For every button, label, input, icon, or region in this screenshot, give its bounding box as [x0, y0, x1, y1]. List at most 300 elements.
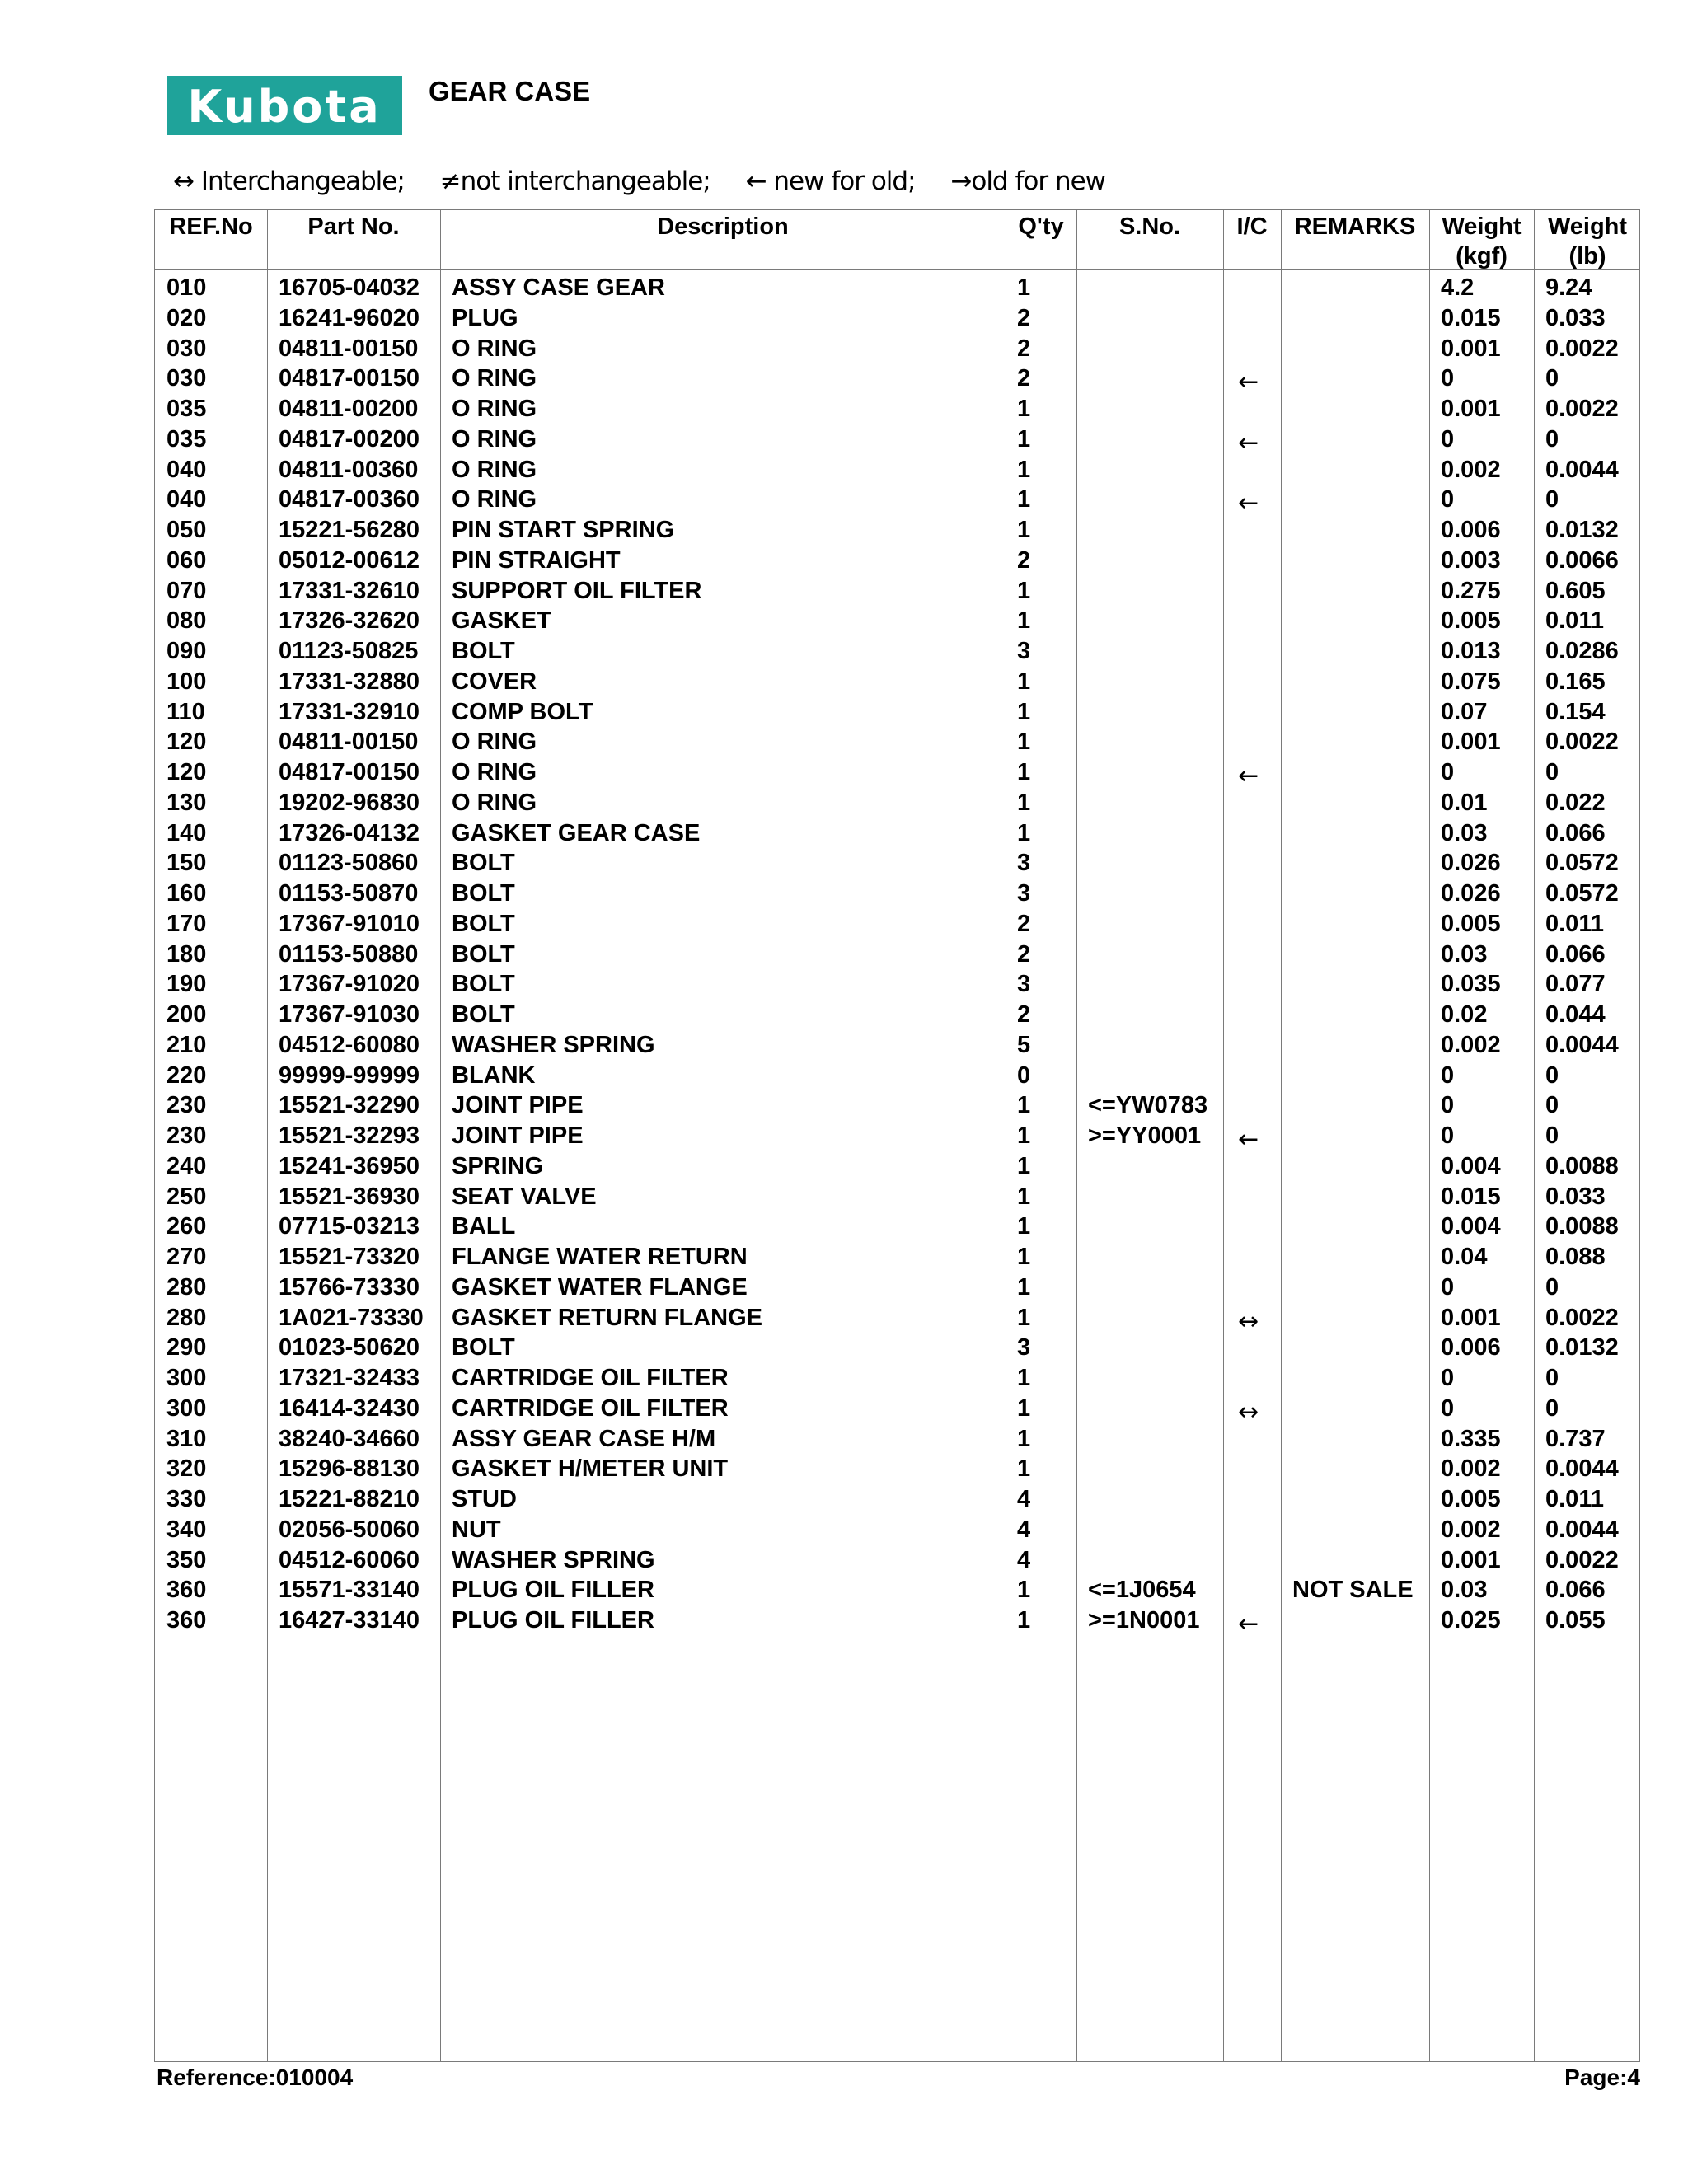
cell-ref-no: 110 — [166, 698, 205, 725]
cell-weight-kgf: 0.03 — [1441, 819, 1488, 846]
cell-weight-kgf: 0.001 — [1441, 1546, 1501, 1573]
cell-part-no: 17326-04132 — [279, 819, 420, 846]
cell-description: PIN STRAIGHT — [452, 546, 621, 574]
cell-weight-kgf: 0 — [1441, 486, 1455, 513]
cell-weight-kgf: 0.03 — [1441, 940, 1488, 968]
cell-ic: ← — [1238, 1125, 1259, 1154]
cell-weight-lb: 0.0022 — [1545, 729, 1619, 756]
cell-weight-lb: 0.0044 — [1545, 456, 1619, 483]
cell-description: STUD — [452, 1486, 517, 1512]
header-ic: I/C — [1236, 213, 1268, 240]
cell-qty: 4 — [1017, 1546, 1031, 1573]
cell-part-no: 19202-96830 — [279, 789, 420, 816]
header-part-no: Part No. — [307, 213, 400, 240]
footer-reference: Reference:010004 — [157, 2064, 354, 2090]
cell-ref-no: 120 — [166, 729, 207, 756]
cell-weight-kgf: 0.001 — [1441, 1304, 1501, 1331]
cell-qty: 1 — [1017, 1455, 1031, 1483]
cell-description: PLUG — [452, 304, 518, 331]
cell-weight-lb: 0 — [1545, 365, 1559, 392]
cell-ref-no: 180 — [166, 940, 207, 968]
table-row — [155, 455, 1639, 485]
cell-weight-lb: 0.0066 — [1545, 546, 1619, 574]
cell-qty: 1 — [1017, 274, 1031, 301]
table-row — [155, 1272, 1639, 1303]
cell-description: GASKET — [452, 607, 551, 635]
cell-part-no: 17367-91020 — [279, 971, 420, 998]
cell-ref-no: 160 — [166, 880, 207, 907]
cell-weight-lb: 0.044 — [1545, 1001, 1606, 1028]
cell-weight-kgf: 0.02 — [1441, 1001, 1488, 1028]
cell-weight-lb: 0.011 — [1545, 607, 1604, 635]
cell-description: WASHER SPRING — [452, 1546, 655, 1573]
cell-part-no: 15766-73330 — [279, 1273, 420, 1301]
cell-qty: 1 — [1017, 1425, 1031, 1452]
cell-weight-lb: 0.011 — [1545, 1486, 1604, 1512]
cell-description: BLANK — [452, 1062, 536, 1089]
cell-description: JOINT PIPE — [452, 1092, 584, 1119]
cell-description: CARTRIDGE OIL FILTER — [452, 1365, 729, 1391]
cell-weight-kgf: 0.002 — [1441, 1516, 1501, 1543]
cell-weight-kgf: 0.015 — [1441, 1183, 1501, 1210]
cell-description: SPRING — [452, 1152, 544, 1179]
cell-weight-kgf: 0.006 — [1441, 517, 1501, 543]
cell-qty: 1 — [1017, 1244, 1031, 1270]
cell-weight-lb: 0 — [1545, 1122, 1559, 1149]
table-row — [155, 1121, 1639, 1154]
cell-ref-no: 360 — [166, 1607, 207, 1633]
cell-weight-kgf: 0.005 — [1441, 1486, 1501, 1512]
cell-weight-kgf: 0 — [1441, 1092, 1455, 1119]
cell-weight-lb: 0.033 — [1545, 304, 1606, 331]
cell-ref-no: 040 — [166, 486, 207, 513]
cell-ref-no: 200 — [166, 1001, 207, 1028]
cell-ref-no: 090 — [166, 638, 207, 664]
legend-interchangeable: ↔ Interchangeable; — [173, 166, 405, 196]
table-row — [155, 757, 1639, 788]
cell-description: WASHER SPRING — [452, 1031, 655, 1058]
cell-weight-kgf: 0.01 — [1441, 789, 1488, 816]
cell-ref-no: 030 — [166, 365, 207, 392]
cell-ref-no: 240 — [166, 1152, 207, 1179]
cell-description: COVER — [452, 668, 537, 695]
cell-description: BOLT — [452, 1334, 515, 1361]
cell-part-no: 15521-73320 — [279, 1244, 420, 1270]
cell-description: ASSY GEAR CASE H/M — [452, 1425, 716, 1452]
cell-part-no: 04817-00360 — [279, 486, 420, 513]
cell-qty: 2 — [1017, 1001, 1031, 1028]
cell-part-no: 05012-00612 — [279, 546, 420, 574]
legend-old-for-new: →old for new — [950, 166, 1106, 196]
cell-weight-kgf: 0.005 — [1441, 607, 1501, 635]
cell-part-no: 01123-50825 — [279, 638, 419, 664]
cell-ref-no: 035 — [166, 396, 207, 422]
cell-weight-kgf: 0.026 — [1441, 880, 1501, 907]
cell-part-no: 01123-50860 — [279, 850, 419, 877]
cell-ref-no: 150 — [166, 850, 207, 877]
table-row — [155, 1424, 1639, 1455]
cell-qty: 1 — [1017, 759, 1031, 785]
cell-description: GASKET RETURN FLANGE — [452, 1304, 762, 1331]
cell-weight-lb: 0.066 — [1545, 1577, 1606, 1604]
table-row — [155, 818, 1639, 849]
cell-part-no: 15221-88210 — [279, 1486, 420, 1512]
cell-weight-lb: 9.24 — [1545, 274, 1592, 301]
cell-qty: 1 — [1017, 1092, 1031, 1119]
cell-ic: ↔ — [1238, 1397, 1259, 1427]
cell-ref-no: 310 — [166, 1425, 207, 1452]
table-row — [155, 1484, 1639, 1515]
cell-weight-kgf: 0 — [1441, 1122, 1455, 1149]
table-row — [155, 1575, 1639, 1605]
cell-ref-no: 020 — [166, 304, 207, 331]
cell-qty: 1 — [1017, 1577, 1031, 1604]
cell-ic: ← — [1238, 489, 1259, 518]
cell-weight-lb: 0 — [1545, 1394, 1559, 1422]
table-row — [155, 697, 1639, 728]
table-row — [155, 606, 1639, 636]
cell-weight-lb: 0.066 — [1545, 819, 1606, 846]
cell-qty: 1 — [1017, 517, 1031, 543]
cell-description: BOLT — [452, 1001, 515, 1028]
cell-ref-no: 220 — [166, 1062, 207, 1089]
cell-weight-lb: 0 — [1545, 1365, 1559, 1391]
cell-serial-no: <=YW0783 — [1088, 1092, 1208, 1119]
cell-qty: 1 — [1017, 425, 1031, 452]
cell-part-no: 15521-32293 — [279, 1122, 420, 1149]
cell-qty: 3 — [1017, 971, 1031, 998]
cell-qty: 3 — [1017, 638, 1031, 664]
table-row — [155, 1030, 1639, 1061]
cell-weight-lb: 0.737 — [1545, 1425, 1606, 1452]
table-row — [155, 848, 1639, 879]
cell-part-no: 16427-33140 — [279, 1607, 420, 1633]
cell-part-no: 15296-88130 — [279, 1455, 420, 1483]
cell-weight-kgf: 0.001 — [1441, 729, 1501, 756]
cell-ref-no: 230 — [166, 1122, 207, 1149]
cell-weight-kgf: 0.035 — [1441, 971, 1501, 998]
cell-ref-no: 140 — [166, 819, 207, 846]
cell-ref-no: 120 — [166, 759, 207, 785]
cell-qty: 1 — [1017, 1152, 1031, 1179]
cell-weight-lb: 0.011 — [1545, 910, 1604, 937]
cell-weight-kgf: 0 — [1441, 1394, 1455, 1422]
cell-weight-kgf: 4.2 — [1441, 274, 1475, 301]
cell-qty: 1 — [1017, 668, 1031, 695]
cell-ic: ↔ — [1238, 1306, 1259, 1336]
table-row — [155, 1182, 1639, 1212]
cell-qty: 1 — [1017, 1183, 1031, 1210]
cell-weight-lb: 0 — [1545, 1273, 1559, 1301]
cell-weight-kgf: 0.075 — [1441, 668, 1501, 695]
cell-ref-no: 360 — [166, 1577, 207, 1604]
interchangeability-legend — [173, 166, 1133, 196]
cell-description: O RING — [452, 759, 537, 785]
cell-weight-kgf: 0.335 — [1441, 1425, 1501, 1452]
footer-page-number: Page:4 — [1564, 2064, 1640, 2090]
cell-description: O RING — [452, 456, 537, 483]
cell-serial-no: >=1N0001 — [1088, 1607, 1200, 1633]
cell-qty: 1 — [1017, 607, 1031, 635]
cell-description: CARTRIDGE OIL FILTER — [452, 1394, 729, 1422]
cell-part-no: 01023-50620 — [279, 1334, 420, 1361]
cell-qty: 1 — [1017, 396, 1031, 422]
cell-part-no: 04512-60080 — [279, 1031, 420, 1058]
cell-part-no: 01153-50870 — [279, 880, 419, 907]
cell-weight-kgf: 0.002 — [1441, 456, 1501, 483]
cell-part-no: 17367-91030 — [279, 1001, 420, 1028]
cell-weight-lb: 0.0044 — [1545, 1455, 1619, 1483]
header-serial-no: S.No. — [1118, 213, 1181, 240]
cell-part-no: 16241-96020 — [279, 304, 420, 331]
cell-ic: ← — [1238, 762, 1259, 790]
cell-weight-kgf: 0.275 — [1441, 577, 1501, 604]
table-row — [155, 1061, 1639, 1091]
table-row — [155, 1151, 1639, 1182]
cell-part-no: 15521-32290 — [279, 1092, 420, 1119]
cell-ref-no: 290 — [166, 1334, 207, 1361]
cell-qty: 4 — [1017, 1486, 1031, 1512]
cell-qty: 1 — [1017, 698, 1031, 725]
cell-part-no: 04817-00200 — [279, 425, 420, 452]
cell-weight-kgf: 0.04 — [1441, 1244, 1488, 1270]
cell-description: BOLT — [452, 850, 515, 877]
cell-weight-kgf: 0.015 — [1441, 304, 1501, 331]
cell-description: GASKET WATER FLANGE — [452, 1273, 748, 1301]
cell-description: PLUG OIL FILLER — [452, 1607, 654, 1633]
cell-description: PIN START SPRING — [452, 517, 675, 543]
cell-serial-no: <=1J0654 — [1088, 1577, 1196, 1604]
cell-ref-no: 340 — [166, 1516, 207, 1543]
table-row — [155, 515, 1639, 546]
cell-description: BALL — [452, 1213, 516, 1240]
cell-weight-lb: 0.0132 — [1545, 1334, 1619, 1361]
table-row — [155, 1394, 1639, 1427]
cell-qty: 2 — [1017, 940, 1031, 968]
cell-weight-kgf: 0.004 — [1441, 1152, 1501, 1179]
cell-description: O RING — [452, 729, 537, 756]
table-row — [155, 1515, 1639, 1545]
cell-qty: 1 — [1017, 577, 1031, 604]
cell-description: BOLT — [452, 971, 515, 998]
cell-weight-kgf: 0.002 — [1441, 1455, 1501, 1483]
cell-ref-no: 070 — [166, 577, 207, 604]
cell-ref-no: 300 — [166, 1394, 207, 1422]
cell-qty: 1 — [1017, 1304, 1031, 1331]
cell-ref-no: 300 — [166, 1365, 207, 1391]
cell-weight-lb: 0.066 — [1545, 940, 1606, 968]
cell-ref-no: 230 — [166, 1092, 207, 1119]
cell-part-no: 01153-50880 — [279, 940, 419, 968]
cell-ref-no: 270 — [166, 1244, 207, 1270]
cell-weight-lb: 0.077 — [1545, 971, 1606, 998]
cell-weight-kgf: 0.005 — [1441, 910, 1501, 937]
cell-qty: 5 — [1017, 1031, 1031, 1058]
cell-description: COMP BOLT — [452, 698, 593, 725]
cell-qty: 3 — [1017, 850, 1031, 877]
cell-qty: 1 — [1017, 486, 1031, 513]
cell-weight-kgf: 0.003 — [1441, 546, 1501, 574]
cell-weight-lb: 0 — [1545, 759, 1559, 785]
cell-serial-no: >=YY0001 — [1088, 1122, 1202, 1149]
table-row — [155, 1605, 1639, 1636]
cell-weight-lb: 0.0022 — [1545, 1546, 1619, 1573]
table-row — [155, 546, 1639, 576]
cell-part-no: 04817-00150 — [279, 759, 420, 785]
cell-weight-kgf: 0.001 — [1441, 335, 1501, 362]
table-row — [155, 1454, 1639, 1484]
table-row — [155, 1090, 1639, 1121]
cell-ref-no: 280 — [166, 1304, 207, 1331]
cell-weight-lb: 0.0132 — [1545, 517, 1619, 543]
cell-weight-kgf: 0.004 — [1441, 1213, 1501, 1240]
cell-weight-lb: 0.033 — [1545, 1183, 1606, 1210]
cell-ref-no: 320 — [166, 1455, 207, 1483]
legend-not-interchangeable: ≠not interchangeable; — [439, 166, 710, 196]
table-row — [155, 667, 1639, 697]
cell-ref-no: 130 — [166, 789, 207, 816]
cell-part-no: 04512-60060 — [279, 1546, 420, 1573]
cell-ref-no: 100 — [166, 668, 207, 695]
cell-description: BOLT — [452, 638, 515, 664]
cell-part-no: 17331-32610 — [279, 577, 420, 604]
table-row — [155, 1333, 1639, 1363]
cell-weight-lb: 0.0572 — [1545, 850, 1619, 877]
cell-part-no: 04817-00150 — [279, 365, 420, 392]
cell-description: O RING — [452, 365, 537, 392]
table-row — [155, 273, 1639, 303]
cell-description: O RING — [452, 396, 537, 422]
table-row — [155, 303, 1639, 334]
cell-qty: 1 — [1017, 1394, 1031, 1422]
table-row — [155, 1242, 1639, 1272]
cell-ref-no: 170 — [166, 910, 207, 937]
cell-ic: ← — [1238, 428, 1259, 457]
table-row — [155, 909, 1639, 940]
cell-weight-lb: 0.154 — [1545, 698, 1606, 725]
table-row — [155, 636, 1639, 667]
cell-part-no: 17326-32620 — [279, 607, 420, 635]
cell-description: GASKET H/METER UNIT — [452, 1455, 729, 1483]
cell-qty: 2 — [1017, 304, 1031, 331]
table-row — [155, 969, 1639, 1000]
cell-part-no: 16414-32430 — [279, 1394, 420, 1422]
table-row — [155, 879, 1639, 909]
cell-ref-no: 280 — [166, 1273, 207, 1301]
cell-qty: 3 — [1017, 880, 1031, 907]
table-row — [155, 1212, 1639, 1242]
cell-weight-lb: 0 — [1545, 1092, 1559, 1119]
cell-qty: 2 — [1017, 335, 1031, 362]
cell-qty: 1 — [1017, 1365, 1031, 1391]
header-description: Description — [657, 213, 789, 240]
cell-qty: 0 — [1017, 1062, 1031, 1089]
cell-ref-no: 330 — [166, 1486, 207, 1512]
cell-qty: 4 — [1017, 1516, 1031, 1543]
header-weight-lb: Weight (lb) — [1547, 213, 1628, 269]
cell-qty: 1 — [1017, 1607, 1031, 1633]
cell-weight-lb: 0 — [1545, 486, 1559, 513]
table-row — [155, 576, 1639, 607]
cell-description: BOLT — [452, 880, 515, 907]
cell-weight-lb: 0.0022 — [1545, 335, 1619, 362]
cell-description: SUPPORT OIL FILTER — [452, 577, 702, 604]
cell-description: O RING — [452, 486, 537, 513]
table-row — [155, 334, 1639, 364]
cell-part-no: 17331-32910 — [279, 698, 420, 725]
cell-part-no: 07715-03213 — [279, 1213, 420, 1240]
cell-weight-kgf: 0.03 — [1441, 1577, 1488, 1604]
cell-weight-kgf: 0 — [1441, 1062, 1455, 1089]
table-row — [155, 394, 1639, 424]
cell-weight-kgf: 0.002 — [1441, 1031, 1501, 1058]
cell-qty: 2 — [1017, 910, 1031, 937]
cell-part-no: 02056-50060 — [279, 1516, 420, 1543]
cell-description: FLANGE WATER RETURN — [452, 1244, 748, 1270]
cell-weight-kgf: 0.07 — [1441, 698, 1488, 725]
cell-remarks: NOT SALE — [1292, 1577, 1414, 1604]
cell-part-no: 04811-00150 — [279, 729, 419, 756]
cell-part-no: 17331-32880 — [279, 668, 420, 695]
cell-qty: 2 — [1017, 546, 1031, 574]
cell-weight-lb: 0.0044 — [1545, 1031, 1619, 1058]
cell-qty: 1 — [1017, 1122, 1031, 1149]
table-row — [155, 424, 1639, 455]
cell-part-no: 17321-32433 — [279, 1365, 420, 1391]
cell-qty: 1 — [1017, 789, 1031, 816]
cell-weight-lb: 0.165 — [1545, 668, 1606, 695]
cell-ref-no: 080 — [166, 607, 207, 635]
header-weight-kgf: Weight (kgf) — [1442, 213, 1522, 269]
cell-part-no: 04811-00200 — [279, 396, 419, 422]
cell-weight-lb: 0 — [1545, 1062, 1559, 1089]
cell-description: PLUG OIL FILLER — [452, 1577, 654, 1604]
cell-part-no: 04811-00150 — [279, 335, 419, 362]
cell-qty: 1 — [1017, 1273, 1031, 1301]
cell-weight-lb: 0.0088 — [1545, 1213, 1619, 1240]
cell-ref-no: 035 — [166, 425, 207, 452]
cell-weight-kgf: 0.001 — [1441, 396, 1501, 422]
cell-weight-kgf: 0 — [1441, 425, 1455, 452]
cell-ic: ← — [1238, 368, 1259, 397]
cell-ref-no: 030 — [166, 335, 207, 362]
cell-ref-no: 060 — [166, 546, 207, 574]
cell-description: BOLT — [452, 940, 515, 968]
cell-part-no: 15571-33140 — [279, 1577, 420, 1604]
cell-weight-lb: 0.0088 — [1545, 1152, 1619, 1179]
cell-part-no: 17367-91010 — [279, 910, 420, 937]
cell-part-no: 04811-00360 — [279, 456, 419, 483]
table-row — [155, 363, 1639, 397]
cell-description: NUT — [452, 1516, 501, 1543]
cell-qty: 1 — [1017, 819, 1031, 846]
cell-ref-no: 260 — [166, 1213, 207, 1240]
table-row — [155, 1545, 1639, 1576]
cell-qty: 1 — [1017, 1213, 1031, 1240]
cell-weight-lb: 0.022 — [1545, 789, 1606, 816]
header-divider — [155, 269, 1639, 270]
table-row — [155, 485, 1639, 518]
cell-weight-kgf: 0 — [1441, 1365, 1455, 1391]
cell-ref-no: 190 — [166, 971, 207, 998]
page-title: GEAR CASE — [429, 76, 591, 106]
table-row — [155, 940, 1639, 970]
cell-part-no: 99999-99999 — [279, 1062, 420, 1089]
table-row — [155, 788, 1639, 818]
cell-qty: 1 — [1017, 456, 1031, 483]
table-row — [155, 1000, 1639, 1030]
cell-ref-no: 040 — [166, 456, 207, 483]
